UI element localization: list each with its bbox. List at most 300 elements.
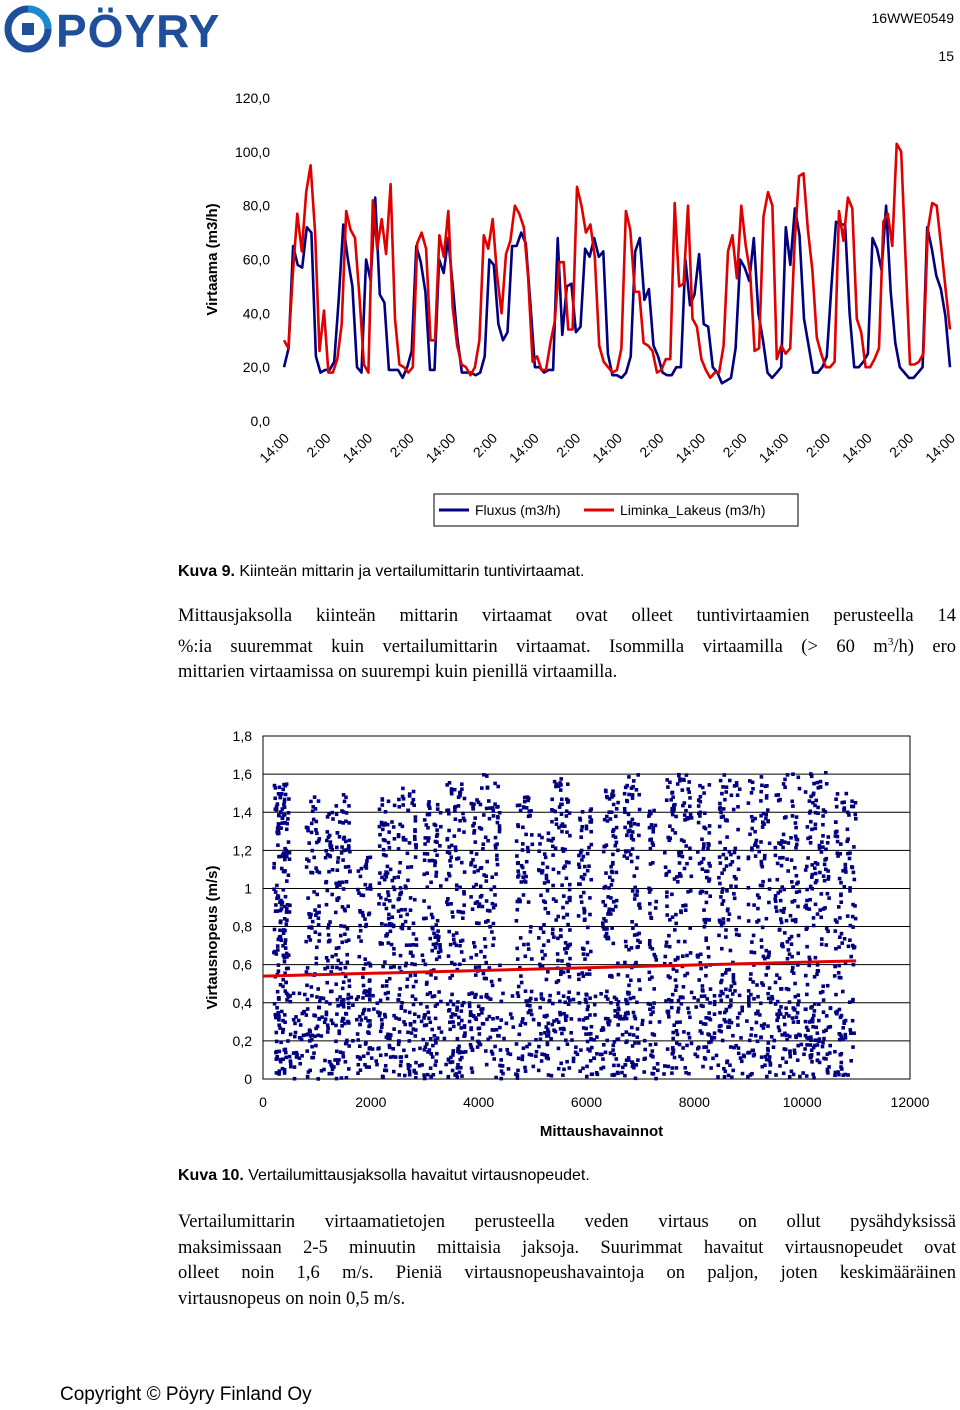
scatter-point (285, 918, 289, 922)
scatter-point (739, 1056, 743, 1060)
scatter-point (456, 1000, 460, 1004)
scatter-point (516, 869, 520, 873)
scatter-point (475, 798, 479, 802)
scatter-point (764, 785, 768, 789)
scatter-point (797, 776, 801, 780)
scatter-point (696, 998, 700, 1002)
scatter-point (307, 859, 311, 863)
scatter-point (842, 1020, 846, 1024)
scatter-point (677, 999, 681, 1003)
scatter-point (839, 1053, 843, 1057)
scatter-point (367, 1025, 371, 1029)
scatter-point (718, 882, 722, 886)
scatter-point (390, 943, 394, 947)
scatter-point (615, 997, 619, 1001)
scatter-point (784, 1006, 788, 1010)
scatter-point (767, 997, 771, 1001)
scatter-point (566, 782, 570, 786)
scatter-point (724, 971, 728, 975)
scatter-point (548, 999, 552, 1003)
scatter-point (559, 1062, 563, 1066)
scatter-point (404, 884, 408, 888)
scatter-point (469, 956, 473, 960)
scatter-point (631, 793, 635, 797)
scatter-point (492, 906, 496, 910)
scatter-point (379, 896, 383, 900)
scatter-point (439, 1071, 443, 1075)
scatter-point (836, 835, 840, 839)
scatter-point (765, 1075, 769, 1079)
scatter-point (676, 880, 680, 884)
scatter-point (667, 1015, 671, 1019)
scatter-point (502, 1037, 506, 1041)
scatter-point (344, 1042, 348, 1046)
scatter-point (530, 957, 534, 961)
scatter-point (559, 1027, 563, 1031)
scatter-point (632, 779, 636, 783)
scatter-point (811, 1025, 815, 1029)
scatter-point (561, 822, 565, 826)
velocity-scatter-chart (180, 720, 960, 1150)
scatter-point (327, 940, 331, 944)
scatter-point (386, 890, 390, 894)
scatter-point (852, 946, 856, 950)
scatter-point (816, 963, 820, 967)
scatter-point (565, 809, 569, 813)
scatter-point (286, 817, 290, 821)
scatter-point (604, 789, 608, 793)
scatter-point (560, 798, 564, 802)
scatter-point (450, 993, 454, 997)
scatter-point (282, 814, 286, 818)
scatter-point (323, 967, 327, 971)
scatter-point (280, 867, 284, 871)
scatter-point (371, 994, 375, 998)
scatter-point (314, 930, 318, 934)
scatter-point (342, 980, 346, 984)
scatter-point (530, 1013, 534, 1017)
scatter-point (491, 902, 495, 906)
y-tick-label: 0,2 (232, 1032, 252, 1049)
scatter-point (347, 1044, 351, 1048)
scatter-point (755, 983, 759, 987)
scatter-point (472, 941, 476, 945)
scatter-point (635, 933, 639, 937)
scatter-point (775, 973, 779, 977)
scatter-point (342, 849, 346, 853)
scatter-point (405, 943, 409, 947)
scatter-point (426, 852, 430, 856)
scatter-point (780, 987, 784, 991)
y-tick-label: 80,0 (242, 197, 270, 214)
scatter-point (451, 1050, 455, 1054)
scatter-point (555, 1018, 559, 1022)
scatter-point (815, 973, 819, 977)
scatter-point (636, 945, 640, 949)
scatter-point (774, 854, 778, 858)
scatter-point (764, 817, 768, 821)
scatter-point (845, 840, 849, 844)
scatter-point (285, 967, 289, 971)
scatter-point (701, 786, 705, 790)
scatter-point (602, 1043, 606, 1047)
scatter-point (310, 985, 314, 989)
scatter-point (341, 881, 345, 885)
scatter-point (780, 864, 784, 868)
scatter-point (482, 873, 486, 877)
scatter-point (595, 1035, 599, 1039)
scatter-point (293, 1022, 297, 1026)
scatter-point (539, 927, 543, 931)
scatter-point (300, 1038, 304, 1042)
scatter-point (517, 985, 521, 989)
scatter-point (418, 1064, 422, 1068)
scatter-point (812, 792, 816, 796)
scatter-point (813, 804, 817, 808)
scatter-point (557, 871, 561, 875)
scatter-point (284, 1056, 288, 1060)
scatter-point (696, 1047, 700, 1051)
scatter-point (565, 901, 569, 905)
scatter-point (671, 1046, 675, 1050)
scatter-point (779, 899, 783, 903)
scatter-point (317, 904, 321, 908)
scatter-point (718, 920, 722, 924)
scatter-point (413, 973, 417, 977)
scatter-point (329, 840, 333, 844)
scatter-point (796, 952, 800, 956)
scatter-point (584, 1032, 588, 1036)
scatter-point (388, 899, 392, 903)
scatter-point (726, 995, 730, 999)
scatter-point (704, 936, 708, 940)
scatter-point (364, 865, 368, 869)
scatter-point (606, 819, 610, 823)
scatter-point (285, 822, 289, 826)
scatter-point (615, 871, 619, 875)
scatter-point (381, 803, 385, 807)
scatter-point (825, 927, 829, 931)
scatter-point (460, 861, 464, 865)
scatter-point (651, 1010, 655, 1014)
scatter-point (455, 883, 459, 887)
scatter-point (306, 1007, 310, 1011)
scatter-point (494, 872, 498, 876)
scatter-point (852, 871, 856, 875)
scatter-point (805, 945, 809, 949)
scatter-point (473, 816, 477, 820)
scatter-point (748, 833, 752, 837)
scatter-point (734, 847, 738, 851)
scatter-point (697, 798, 701, 802)
x-tick-label: 14:00 (505, 429, 542, 466)
scatter-point (829, 1025, 833, 1029)
scatter-point (277, 895, 281, 899)
scatter-point (335, 885, 339, 889)
scatter-point (588, 1032, 592, 1036)
scatter-point (704, 827, 708, 831)
scatter-point (485, 860, 489, 864)
scatter-point (612, 1053, 616, 1057)
scatter-point (414, 855, 418, 859)
scatter-point (516, 1069, 520, 1073)
scatter-point (790, 1070, 794, 1074)
scatter-point (345, 880, 349, 884)
scatter-point (616, 1003, 620, 1007)
scatter-point (748, 1039, 752, 1043)
scatter-point (729, 1004, 733, 1008)
scatter-point (311, 871, 315, 875)
scatter-point (325, 839, 329, 843)
scatter-point (273, 1002, 277, 1006)
scatter-point (609, 1051, 613, 1055)
scatter-point (398, 893, 402, 897)
scatter-point (314, 866, 318, 870)
scatter-point (688, 926, 692, 930)
scatter-point (593, 1013, 597, 1017)
scatter-point (690, 816, 694, 820)
scatter-point (361, 975, 365, 979)
scatter-point (449, 864, 453, 868)
scatter-point (542, 923, 546, 927)
scatter-point (778, 1009, 782, 1013)
scatter-point (449, 1056, 453, 1060)
scatter-point (484, 836, 488, 840)
scatter-point (806, 983, 810, 987)
scatter-point (667, 1065, 671, 1069)
scatter-point (376, 1001, 380, 1005)
scatter-point (586, 1008, 590, 1012)
scatter-point (469, 1013, 473, 1017)
scatter-point (477, 1041, 481, 1045)
scatter-point (702, 844, 706, 848)
scatter-point (452, 933, 456, 937)
scatter-point (518, 803, 522, 807)
scatter-point (852, 845, 856, 849)
scatter-point (528, 814, 532, 818)
scatter-point (340, 1003, 344, 1007)
x-tick-label: 2:00 (719, 429, 750, 461)
scatter-point (463, 1031, 467, 1035)
scatter-point (279, 909, 283, 913)
scatter-point (576, 1053, 580, 1057)
scatter-point (703, 994, 707, 998)
scatter-point (747, 919, 751, 923)
scatter-point (565, 877, 569, 881)
scatter-point (773, 1039, 777, 1043)
scatter-point (816, 806, 820, 810)
scatter-point (608, 974, 612, 978)
scatter-point (494, 836, 498, 840)
scatter-point (367, 1031, 371, 1035)
scatter-point (359, 929, 363, 933)
scatter-point (774, 981, 778, 985)
scatter-point (854, 801, 858, 805)
scatter-point (359, 1057, 363, 1061)
scatter-point (335, 1077, 339, 1081)
scatter-point (324, 1017, 328, 1021)
scatter-point (627, 829, 631, 833)
scatter-point (750, 940, 754, 944)
scatter-point (796, 1020, 800, 1024)
scatter-point (667, 934, 671, 938)
scatter-point (668, 824, 672, 828)
scatter-point (449, 943, 453, 947)
scatter-point (561, 906, 565, 910)
scatter-point (590, 843, 594, 847)
scatter-point (397, 998, 401, 1002)
scatter-point (484, 977, 488, 981)
scatter-point (526, 850, 530, 854)
scatter-point (525, 795, 529, 799)
scatter-point (728, 988, 732, 992)
scatter-point (725, 889, 729, 893)
scatter-point (733, 982, 737, 986)
scatter-point (753, 830, 757, 834)
scatter-point (470, 1067, 474, 1071)
scatter-point (348, 839, 352, 843)
scatter-point (759, 840, 763, 844)
scatter-point (326, 889, 330, 893)
scatter-point (392, 952, 396, 956)
scatter-point (492, 937, 496, 941)
flow-rate-line-chart (180, 80, 960, 540)
scatter-point (611, 861, 615, 865)
scatter-point (759, 884, 763, 888)
scatter-point (389, 966, 393, 970)
scatter-point (409, 951, 413, 955)
scatter-point (718, 1011, 722, 1015)
scatter-point (412, 943, 416, 947)
scatter-point (791, 966, 795, 970)
scatter-point (278, 929, 282, 933)
scatter-point (385, 984, 389, 988)
scatter-point (833, 974, 837, 978)
scatter-point (708, 894, 712, 898)
scatter-point (852, 963, 856, 967)
scatter-point (682, 985, 686, 989)
scatter-point (447, 1009, 451, 1013)
scatter-point (493, 893, 497, 897)
scatter-point (719, 861, 723, 865)
scatter-point (796, 838, 800, 842)
scatter-point (379, 941, 383, 945)
scatter-point (636, 1058, 640, 1062)
scatter-point (784, 1060, 788, 1064)
scatter-point (378, 1014, 382, 1018)
scatter-point (413, 1012, 417, 1016)
scatter-point (820, 850, 824, 854)
scatter-point (480, 827, 484, 831)
scatter-point (562, 916, 566, 920)
scatter-point (383, 878, 387, 882)
scatter-point (454, 845, 458, 849)
scatter-point (305, 1033, 309, 1037)
scatter-point (537, 1069, 541, 1073)
scatter-point (355, 1018, 359, 1022)
scatter-point (802, 1053, 806, 1057)
scatter-point (288, 1055, 292, 1059)
scatter-point (670, 1071, 674, 1075)
scatter-point (548, 994, 552, 998)
scatter-point (776, 862, 780, 866)
scatter-point (632, 838, 636, 842)
scatter-point (651, 830, 655, 834)
scatter-point (595, 1071, 599, 1075)
scatter-point (392, 965, 396, 969)
scatter-point (719, 981, 723, 985)
scatter-point (546, 866, 550, 870)
scatter-point (610, 926, 614, 930)
scatter-point (804, 1020, 808, 1024)
scatter-point (431, 916, 435, 920)
scatter-point (697, 978, 701, 982)
scatter-point (640, 1022, 644, 1026)
scatter-point (616, 1023, 620, 1027)
scatter-point (685, 862, 689, 866)
scatter-point (566, 913, 570, 917)
scatter-point (664, 865, 668, 869)
scatter-point (551, 928, 555, 932)
scatter-point (678, 861, 682, 865)
scatter-point (731, 992, 735, 996)
scatter-point (454, 849, 458, 853)
scatter-point (635, 893, 639, 897)
scatter-point (434, 946, 438, 950)
scatter-point (720, 990, 724, 994)
scatter-point (652, 987, 656, 991)
x-tick-label: 2:00 (303, 429, 334, 461)
scatter-point (474, 966, 478, 970)
scatter-point (489, 1036, 493, 1040)
scatter-point (362, 1054, 366, 1058)
scatter-point (616, 849, 620, 853)
scatter-point (423, 858, 427, 862)
scatter-point (599, 992, 603, 996)
scatter-point (761, 880, 765, 884)
scatter-point (559, 928, 563, 932)
scatter-point (348, 869, 352, 873)
scatter-point (822, 1010, 826, 1014)
scatter-point (836, 854, 840, 858)
scatter-point (768, 842, 772, 846)
scatter-point (402, 836, 406, 840)
scatter-point (700, 995, 704, 999)
scatter-point (820, 892, 824, 896)
series-line (284, 144, 950, 378)
scatter-point (793, 1008, 797, 1012)
scatter-point (475, 953, 479, 957)
scatter-point (837, 964, 841, 968)
scatter-point (846, 828, 850, 832)
scatter-point (797, 934, 801, 938)
scatter-point (821, 990, 825, 994)
scatter-point (413, 1020, 417, 1024)
scatter-point (357, 869, 361, 873)
scatter-point (474, 973, 478, 977)
scatter-point (439, 811, 443, 815)
scatter-point (317, 1006, 321, 1010)
scatter-point (816, 1059, 820, 1063)
scatter-point (719, 1030, 723, 1034)
scatter-point (387, 917, 391, 921)
scatter-point (418, 1047, 422, 1051)
scatter-point (472, 802, 476, 806)
scatter-point (500, 1000, 504, 1004)
scatter-point (709, 1066, 713, 1070)
scatter-point (472, 807, 476, 811)
scatter-point (366, 1019, 370, 1023)
